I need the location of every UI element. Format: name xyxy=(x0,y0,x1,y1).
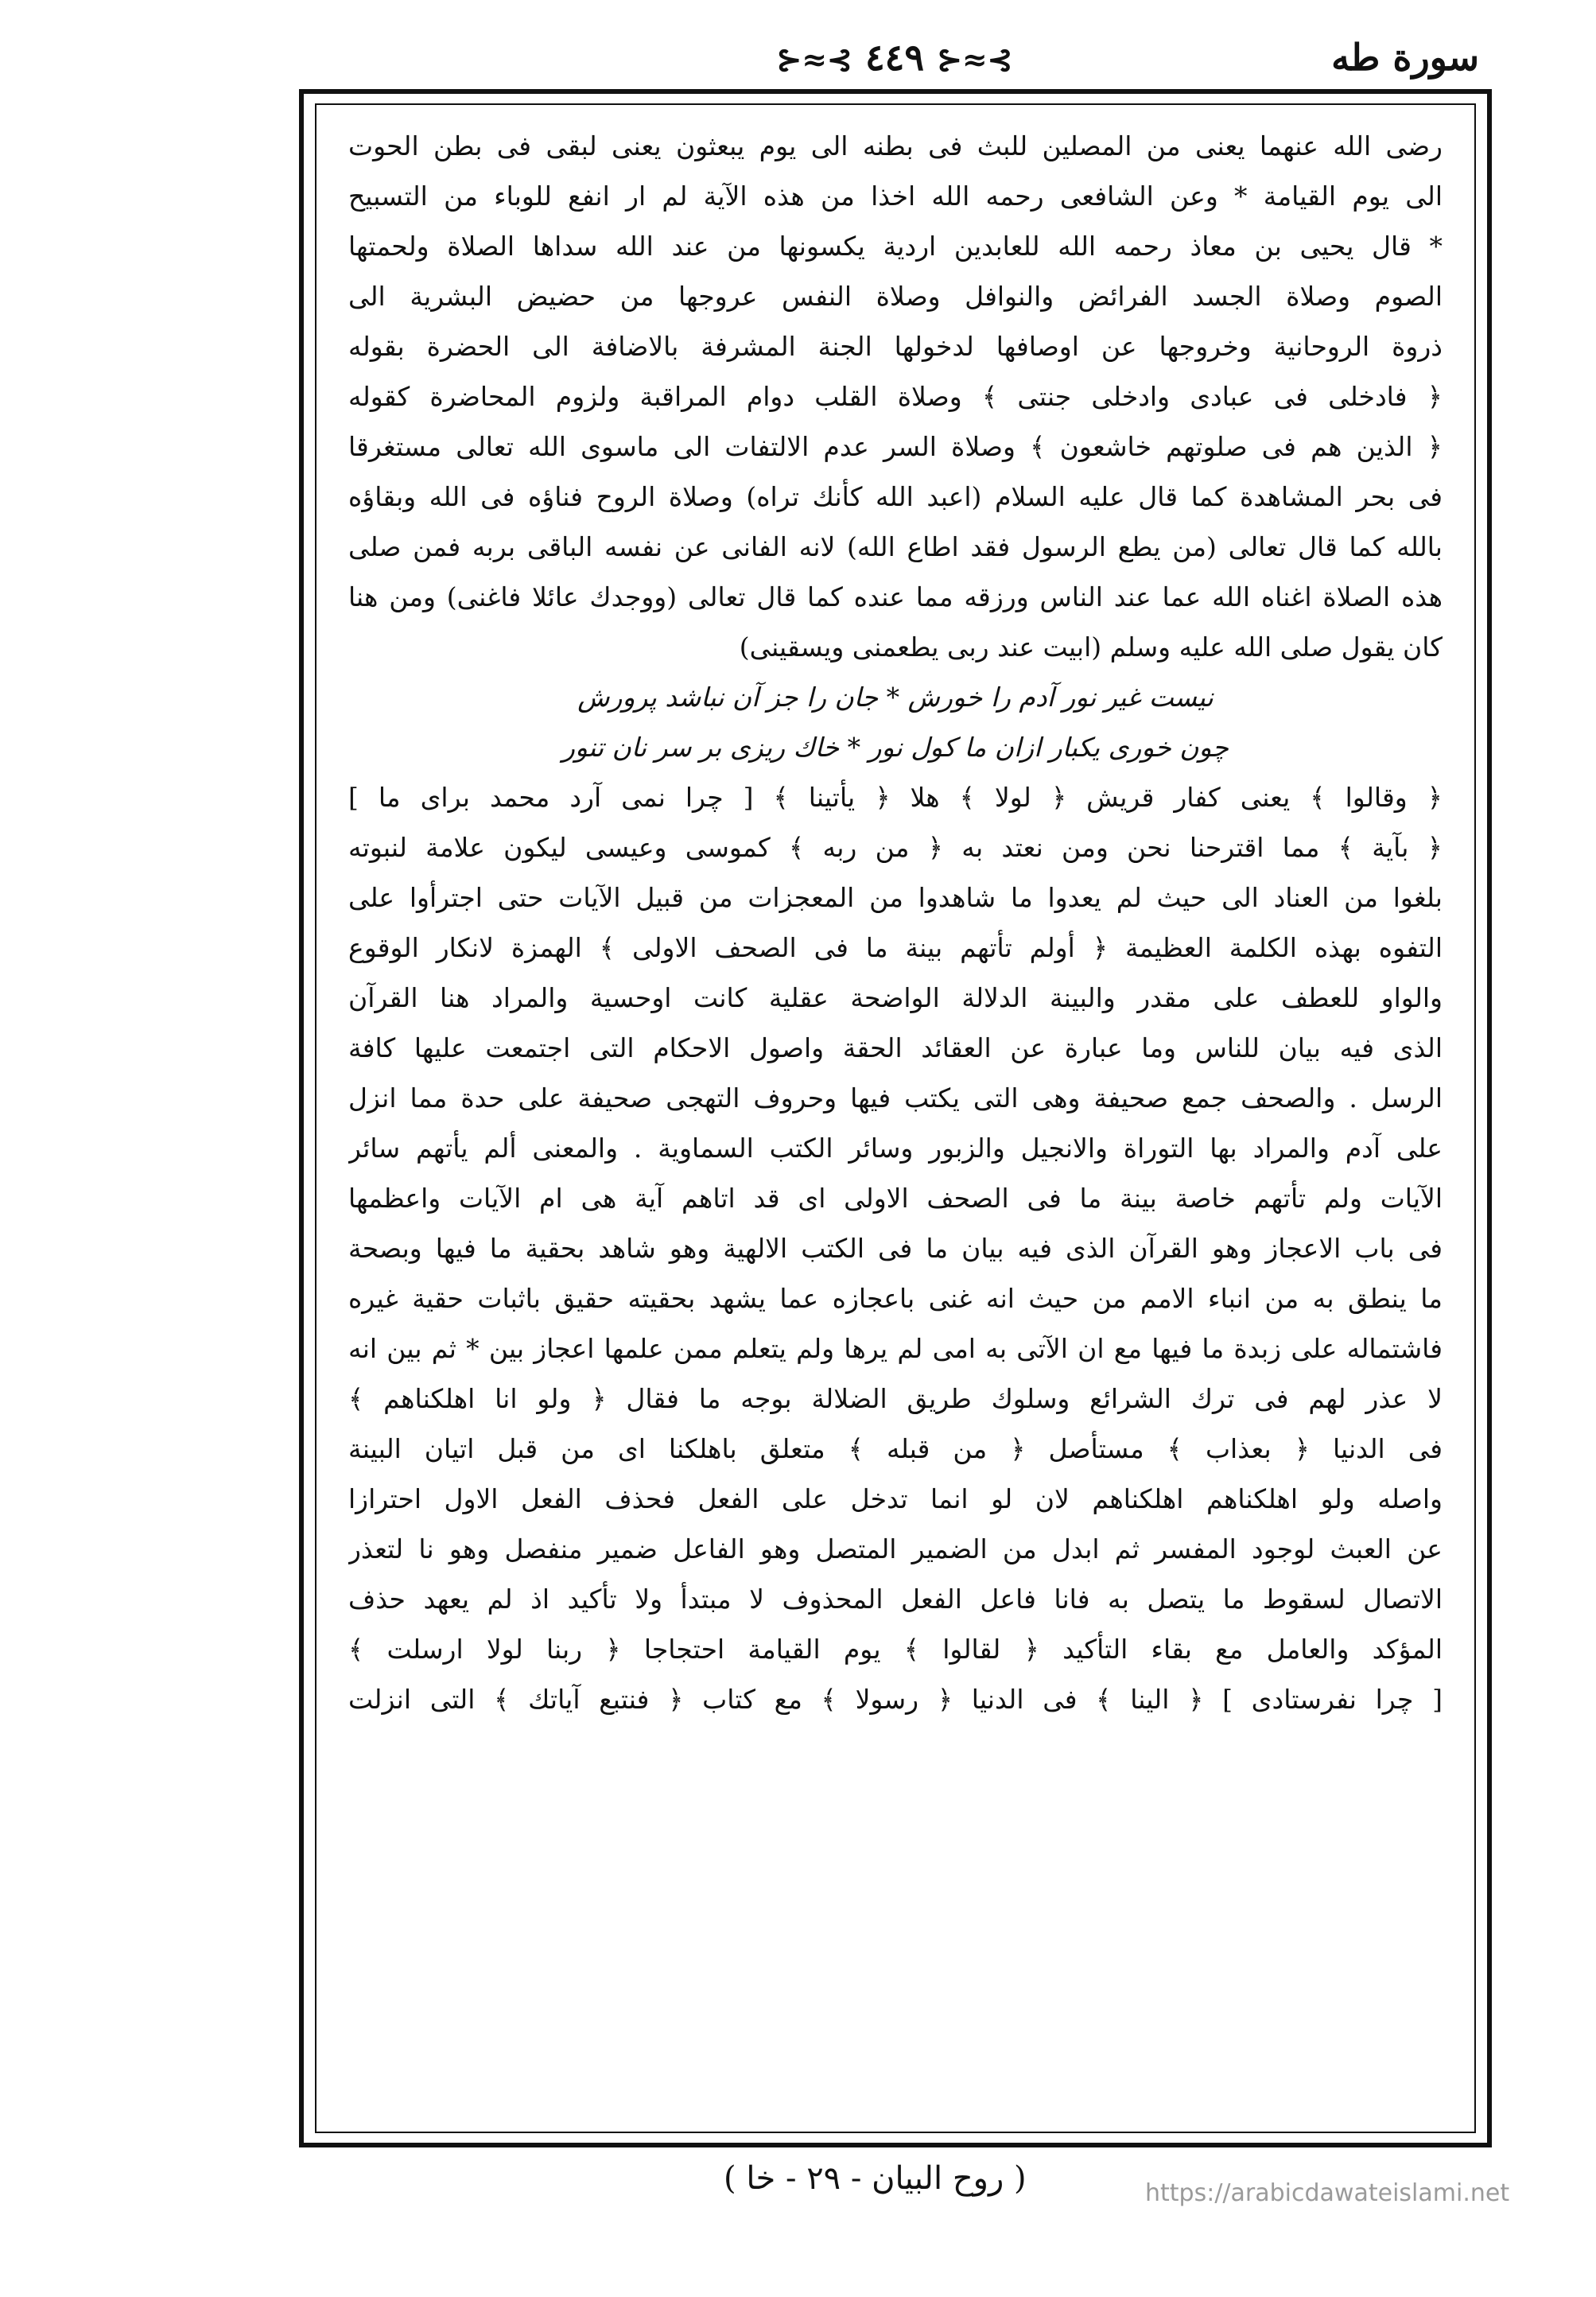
text-line: المؤكد والعامل مع بقاء التأكيد ﴿ لقالوا ﴾ يوم القيامة احتجاجا ﴿ ربنا لولا ارسلت ﴾ xyxy=(348,1634,1443,1665)
text-line: بالله كما قال تعالى (من يطع الرسول فقد اطاع الله) لانه الفانى عن نفسه الباقى بربه فمن صلى xyxy=(348,531,1443,562)
text-line: فى باب الاعجاز وهو القرآن الذى فيه بيان ما فى الكتب الالهية وهو شاهد بحقية ما فيها وبصحة xyxy=(348,1233,1443,1264)
text-line: على آدم والمراد بها التوراة والانجيل والزبور وسائر الكتب السماوية . والمعنى ألم يأتهم سائر xyxy=(348,1133,1443,1164)
page-frame-inner xyxy=(315,103,1476,2133)
text-line: والواو للعطف على مقدر والبينة الدلالة الواضحة عقلية كانت اوحسية والمراد هنا القرآن xyxy=(348,982,1443,1013)
text-line: الى يوم القيامة * وعن الشافعى رحمه الله اخذا من هذه الآية لم ار انفع للوباء من التسبيح xyxy=(348,181,1443,212)
text-line: ﴿ فادخلى فى عبادى وادخلى جنتى ﴾ وصلاة القلب دوام المراقبة ولزوم المحاضرة كقوله xyxy=(348,381,1443,412)
text-line: الصوم وصلاة الجسد الفرائض والنوافل وصلاة النفس عروجها من حضيض البشرية الى xyxy=(348,281,1443,312)
book-reference: ( روح البيان - ٢٩ - خا ) xyxy=(724,2160,1027,2197)
text-line: * قال يحيى بن معاذ رحمه الله للعابدين اردية يكسونها من عند الله سداها الصلاة ولحمتها xyxy=(348,231,1443,262)
text-line: عن العبث لوجود المفسر ثم ابدل من الضمير المتصل وهو الفاعل ضمير منفصل وهو نا لتعذر xyxy=(348,1533,1443,1564)
persian-verse-line: نيست غير نور آدم را خورش * جان را جز آن نباشد پرورش xyxy=(577,682,1214,713)
watermark-url: https://arabicdawateislami.net xyxy=(1145,2179,1510,2207)
text-line: ﴿ بآية ﴾ مما اقترحنا نحن ومن نعتد به ﴿ من ربه ﴾ كموسى وعيسى ليكون علامة لنبوته xyxy=(348,832,1443,863)
text-line: ﴿ وقالوا ﴾ يعنى كفار قريش ﴿ لولا ﴾ هلا ﴿ يأتينا ﴾ [ چرا نمى آرد محمد براى ما ] xyxy=(348,782,1443,813)
text-line: هذه الصلاة اغناه الله عما عند الناس ورزقه مما عنده كما قال تعالى (ووجدك عائلا فاغنى) ومن هنا xyxy=(348,581,1443,612)
text-body xyxy=(348,121,1443,1724)
persian-verse-line: چون خورى يكبار ازان ما كول نور * خاك ريزى بر سر نان تنور xyxy=(562,732,1229,763)
text-line: واصله ولو اهلكناهم اهلكناهم لان لو انما تدخل على الفعل فحذف الفعل الاول احترازا xyxy=(348,1483,1443,1514)
text-line: الذى فيه بيان للناس وما عبارة عن العقائد الحقة واصول الاحكام التى اجتمعت عليها كافة xyxy=(348,1032,1443,1063)
text-line: بلغوا من العناد الى حيث لم يعدوا ما شاهدوا من المعجزات من قبيل الآيات حتى اجترأوا على xyxy=(348,882,1443,913)
page-number xyxy=(776,36,1012,79)
text-line: فاشتماله على زبدة ما فيها مع ان الآتى به امى لم يرها ولم يتعلم ممن علمها اعجاز بين * ثم بين انه xyxy=(348,1333,1443,1364)
ornament-icon-right: ⊱≈⊰ xyxy=(937,41,1013,77)
ornament-icon-left: ⊱≈⊰ xyxy=(776,41,852,77)
page-footer xyxy=(310,2160,1510,2224)
page-number-value: ٤٤٩ xyxy=(864,36,925,79)
text-line: الرسل . والصحف جمع صحيفة وهى التى يكتب فيها وحروف التهجى صحيفة على حدة مما انزل xyxy=(348,1082,1443,1114)
text-line: فى بحر المشاهدة كما قال عليه السلام (اعبد الله كأنك تراه) وصلاة الروح فناؤه فى الله وبقاؤه xyxy=(348,481,1443,512)
text-line: ﴿ الذين هم فى صلوتهم خاشعون ﴾ وصلاة السر عدم الالتفات الى ماسوى الله تعالى مستغرقا xyxy=(348,431,1443,462)
text-line: ذروة الروحانية وخروجها عن اوصافها لدخولها الجنة المشرفة بالاضافة الى الحضرة بقوله xyxy=(348,331,1443,362)
text-line: [ چرا نفرستادى ] ﴿ الينا ﴾ فى الدنيا ﴿ رسولا ﴾ مع كتاب ﴿ فنتبع آياتك ﴾ التى انزلت xyxy=(348,1684,1443,1715)
page-frame xyxy=(299,89,1492,2147)
text-line: الآيات ولم تأتهم خاصة بينة ما فى الصحف الاولى اى قد اتاهم آية هى ام الآيات واعظمها xyxy=(348,1183,1443,1214)
text-line: التفوه بهذه الكلمة العظيمة ﴿ أولم تأتهم بينة ما فى الصحف الاولى ﴾ الهمزة لانكار الوقوع xyxy=(348,932,1443,963)
text-line: فى الدنيا ﴿ بعذاب ﴾ مستأصل ﴿ من قبله ﴾ متعلق باهلكنا اى من قبل اتيان البينة xyxy=(348,1433,1443,1464)
text-line: رضى الله عنهما يعنى من المصلين للبث فى بطنه الى يوم يبعثون يعنى لبقى فى بطن الحوت xyxy=(348,130,1443,161)
text-line: الاتصال لسقوط ما يتصل به فانا فاعل الفعل المحذوف لا مبتدأ ولا تأكيد اذ لم يعهد حذف xyxy=(348,1584,1443,1615)
text-line: كان يقول صلى الله عليه وسلم (ابيت عند ربى يطعمنى ويسقينى) xyxy=(739,632,1443,663)
surah-name: سورة طه xyxy=(1331,36,1479,79)
text-line: ما ينطق به من انباء الامم من حيث انه غنى باعجازه عما يشهد بحقيته حقيق باثبات حقية غيره xyxy=(348,1283,1443,1314)
text-line: لا عذر لهم فى ترك الشرائع وسلوك طريق الضلالة بوجه ما فقال ﴿ ولو انا اهلكناهم ﴾ xyxy=(348,1383,1443,1414)
